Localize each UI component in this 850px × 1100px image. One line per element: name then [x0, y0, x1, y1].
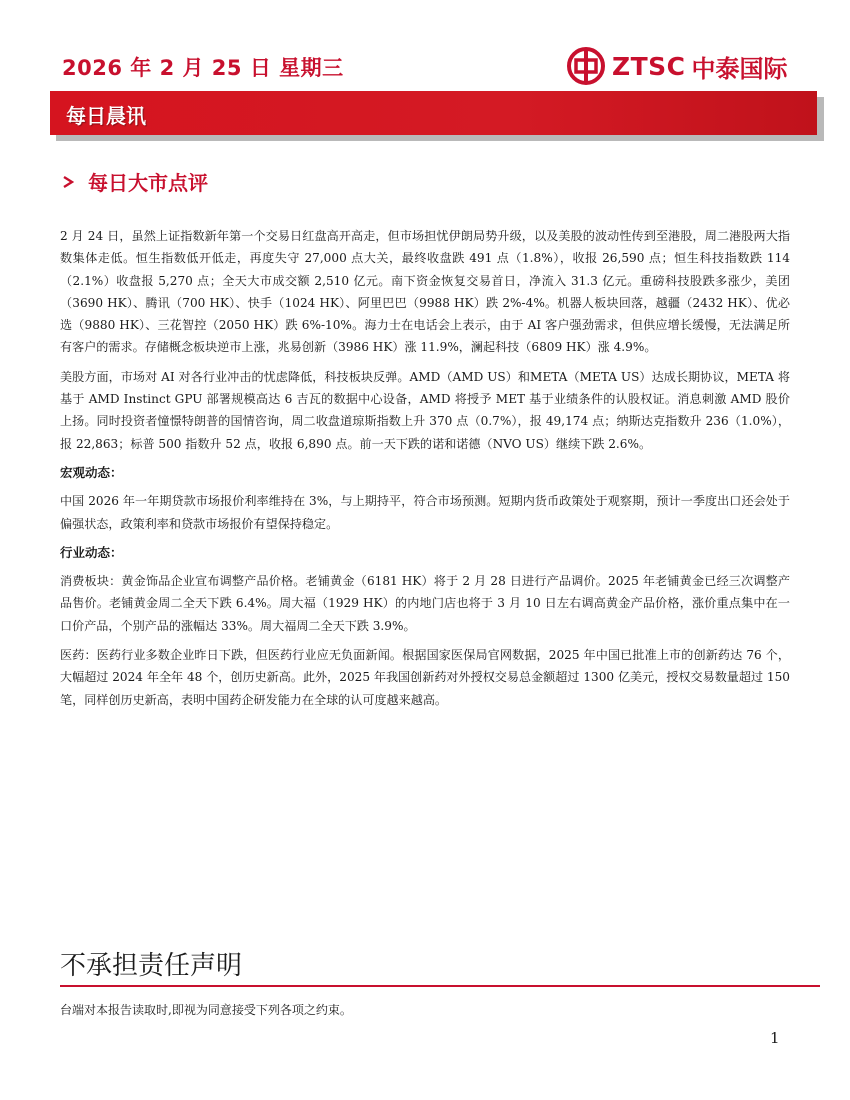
- industry-heading: 行业动态：: [60, 544, 123, 560]
- page-number: 1: [770, 1029, 780, 1047]
- report-date: 2026 年 2 月 25 日 星期三: [62, 56, 344, 80]
- logo-text-cn: 中泰国际: [691, 54, 788, 83]
- pharma-paragraph: 医药：医药行业多数企业昨日下跌，但医药行业应无负面新闻。根据国家医保局官网数据，2025 年中国已批准上市的创新药达 76 个，大幅超过 2024 年全年 48 个，创历史新高。此外，2025 年我国创新药对外授权交易总金额超过 1300 亿美元，授权交易数量超过 150 笔，同样创历史新高，表明中国药企研发能力在全球的认可度越来越高。: [60, 648, 790, 707]
- title-banner: [50, 91, 817, 135]
- section-heading: [62, 167, 208, 196]
- macro-heading: 宏观动态：: [60, 464, 123, 480]
- disclaimer-title: 不承担责任声明: [60, 951, 243, 981]
- logo-text-en: ZTSC: [612, 51, 686, 81]
- market-review-paragraph: 2 月 24 日，虽然上证指数新年第一个交易日红盘高开高走，但市场担忧伊朗局势升级，以及美股的波动性传到至港股，周二港股两大指数集体走低。恒生指数低开低走，再度失守 27,000 点大关，最终收盘跌 491 点（1.8%），收报 26,590 点；恒生科技指数跌 114（2.1%）收盘报 5,270 点；全天大市成交额 2,510 亿元。南下资金恢复交易首日，净流入 31.3 亿元。重磅科技股跌多涨少，美团（3690 HK）、腾讯（700 HK）、快手（1024 HK）、阿里巴巴（9988 HK）跌 2%-4%。机器人板块回落，越疆（2432 HK）、优必选（9880 HK）、三花智控（2050 HK）跌 6%-10%。海力士在电话会上表示，由于 AI 客户强劲需求，但供应增长缓慢，无法满足所有客户的需求。存储概念板块逆市上涨，兆易创新（3986 HK）涨 11.9%，澜起科技（6809 HK）涨 4.9%。: [60, 229, 790, 355]
- consumer-paragraph: 消费板块：黄金饰品企业宣布调整产品价格。老铺黄金（6181 HK）将于 2 月 28 日进行产品调价。2025 年老铺黄金已经三次调整产品售价。老铺黄金周二全天下跌 6.4%。周大福（1929 HK）的内地门店也将于 3 月 10 日左右调高黄金产品价格，涨价重点集中在一口价产品，个别产品的涨幅达 33%。周大福周二全天下跌 3.9%。: [60, 574, 790, 633]
- us-market-paragraph: 美股方面，市场对 AI 对各行业冲击的忧虑降低，科技板块反弹。AMD（AMD US）和META（META US）达成长期协议，META 将基于 AMD Instinct GPU 部署规模高达 6 吉瓦的数据中心设备，AMD 将授予 MET 基于业绩条件的认股权证。消息刺激 AMD 股价上扬。同时投资者憧憬特朗普的国情咨询，周二收盘道琼斯指数上升 370 点（0.7%），报 49,174 点；纳斯达克指数升 236（1.0%），报 22,863；标普 500 指数升 52 点，收报 6,890 点。前一天下跌的诺和诺德（NVO US）继续下跌 2.6%。: [60, 369, 790, 451]
- banner-title: 每日晨讯: [66, 104, 146, 128]
- macro-paragraph: 中国 2026 年一年期贷款市场报价利率维持在 3%，与上期持平，符合市场预测。短期内货币政策处于观察期，预计一季度出口还会处于偏强状态，政策利率和贷款市场报价有望保持稳定。: [60, 494, 790, 531]
- section-title: 每日大市点评: [88, 171, 208, 195]
- report-content: [60, 225, 790, 718]
- ztsc-emblem-icon: [566, 46, 606, 86]
- disclaimer-divider: [60, 985, 820, 987]
- company-logo: [566, 44, 788, 88]
- disclaimer-text: 台端对本报告读取时,即视为同意接受下列各项之约束。: [60, 1003, 352, 1017]
- arrow-bullet-icon: [62, 175, 74, 189]
